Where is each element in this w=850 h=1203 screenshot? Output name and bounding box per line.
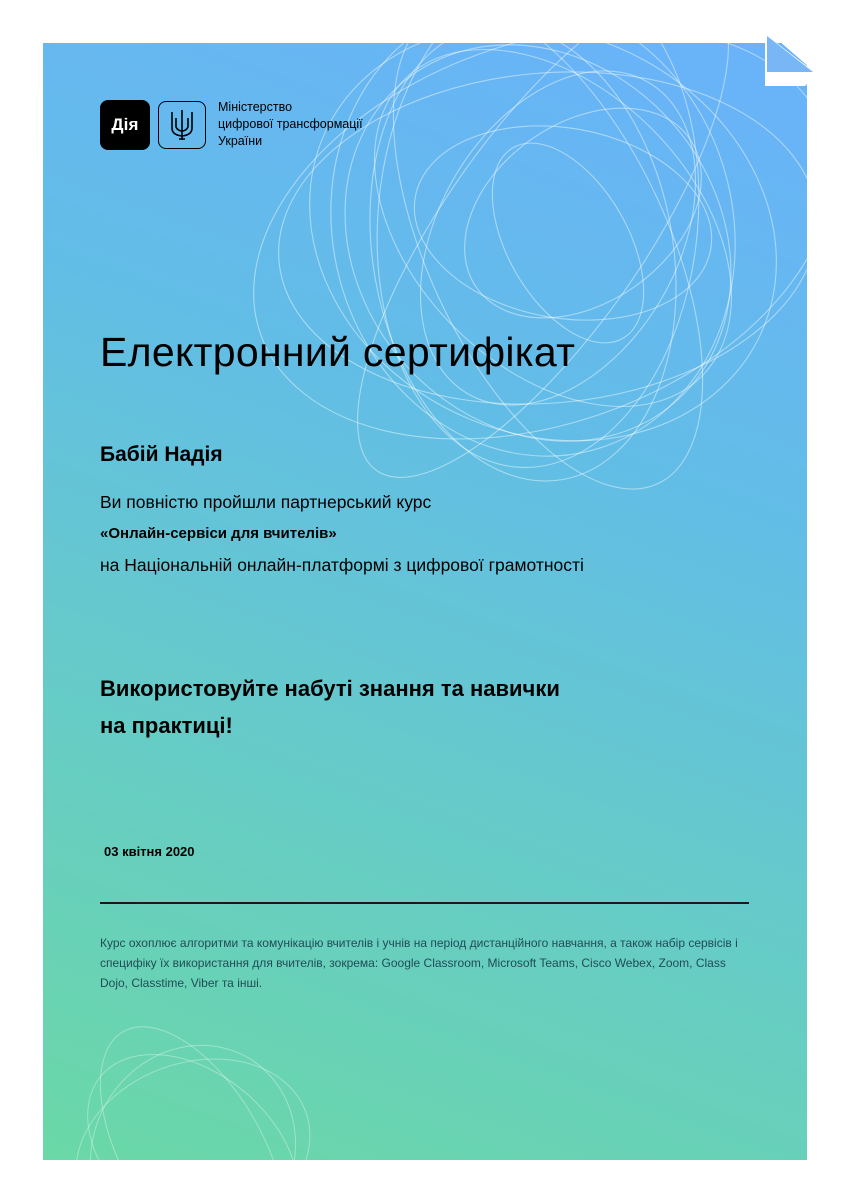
diia-logo-text: Дія — [111, 114, 139, 134]
certificate-title: Електронний сертифікат — [100, 329, 576, 375]
ministry-line: України — [218, 134, 263, 148]
cta-line: Використовуйте набуті знання та навички — [100, 676, 560, 701]
page-fold-icon — [765, 34, 817, 86]
certificate-card — [43, 43, 807, 1160]
call-to-action — [100, 670, 560, 744]
trident-icon — [158, 101, 206, 149]
divider — [100, 902, 749, 904]
issue-date: 03 квітня 2020 — [104, 844, 195, 859]
course-description: Курс охоплює алгоритми та комунікацію вчителів і учнів на період дистанційного навчання, а також набір сервісів і специфіку їх використання для вчителів, зокрема: Google Classroom, Microsoft Teams, Cisco Webex, Zoom, Class Dojo, Classtime, Viber та інші. — [100, 936, 738, 990]
completion-text: Ви повністю пройшли партнерський курс — [100, 492, 432, 512]
ministry-name — [218, 99, 363, 150]
header-logos — [100, 99, 363, 150]
platform-text: на Національній онлайн-платформі з цифрової грамотності — [100, 555, 584, 575]
ministry-line: Міністерство — [218, 100, 293, 114]
diia-logo-icon — [100, 100, 150, 150]
ministry-line: цифрової трансформації — [218, 117, 363, 131]
cta-line: на практиці! — [100, 713, 233, 738]
course-name: «Онлайн-сервіси для вчителів» — [100, 525, 337, 542]
recipient-name: Бабій Надія — [100, 443, 223, 466]
